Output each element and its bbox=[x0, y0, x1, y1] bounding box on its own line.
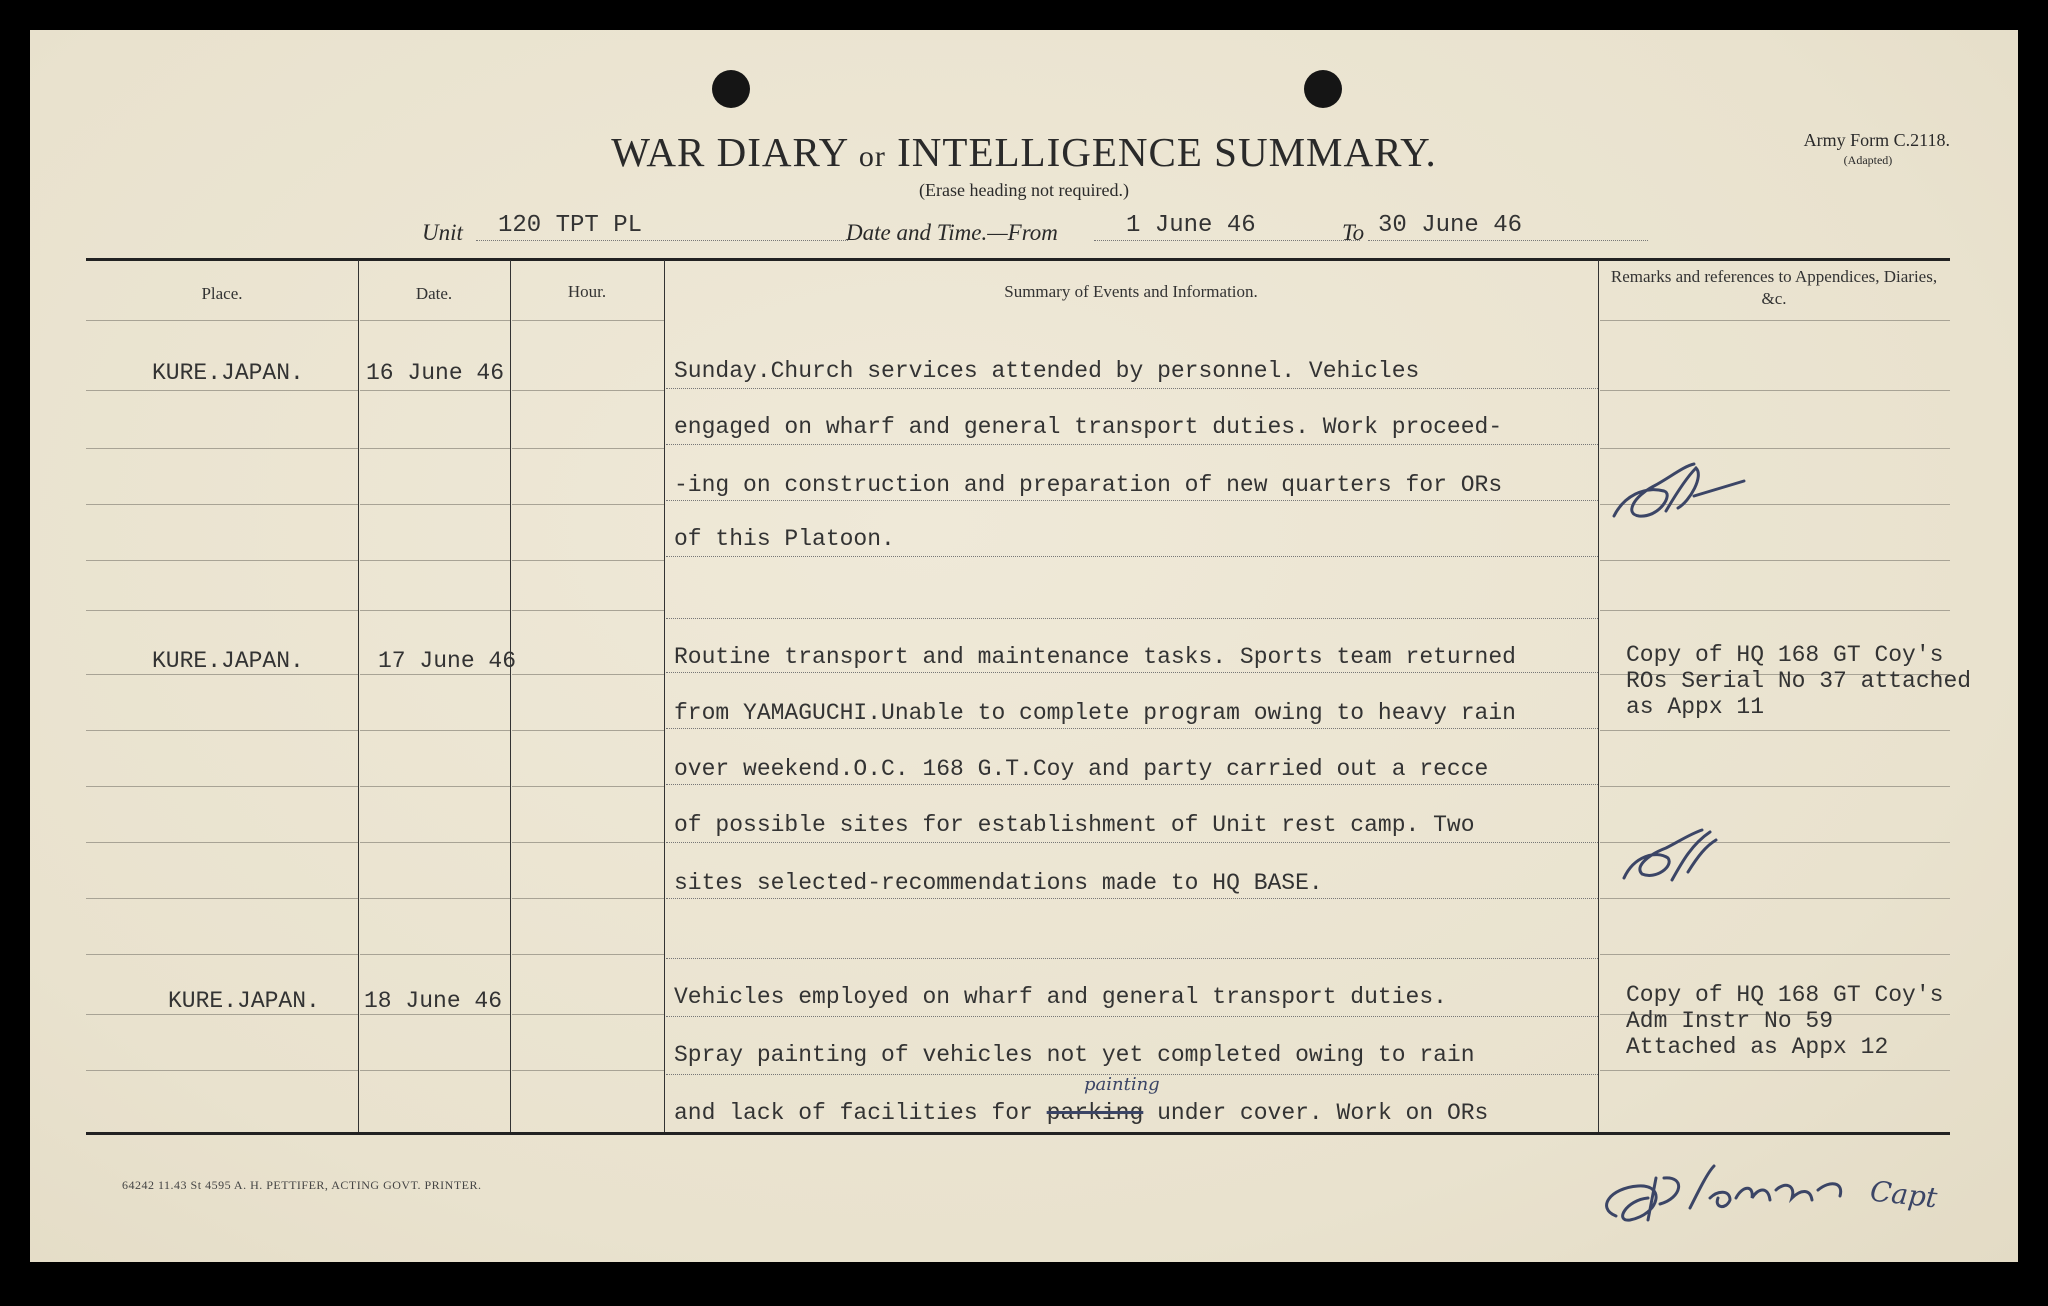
ruled-line bbox=[86, 560, 358, 561]
ruled-line bbox=[512, 1070, 664, 1071]
date-to-label: To bbox=[1342, 220, 1365, 245]
printer-imprint: 64242 11.43 St 4595 A. H. PETTIFER, ACTING GOVT. PRINTER. bbox=[122, 1178, 482, 1192]
ruled-line bbox=[360, 1014, 510, 1015]
army-form-number: Army Form C.2118. (Adapted) bbox=[1803, 130, 1950, 167]
ruled-line bbox=[360, 560, 510, 561]
summary-ruled-line bbox=[666, 388, 1598, 389]
ruled-line bbox=[512, 610, 664, 611]
ruled-line bbox=[512, 560, 664, 561]
ruled-line bbox=[512, 674, 664, 675]
entry-place: KURE.JAPAN. bbox=[168, 988, 320, 1014]
ruled-line bbox=[512, 842, 664, 843]
summary-line: of this Platoon. bbox=[674, 526, 895, 552]
ruled-line bbox=[360, 504, 510, 505]
ruled-line bbox=[86, 1070, 358, 1071]
punch-hole bbox=[712, 70, 750, 108]
ruled-line bbox=[1600, 320, 1950, 321]
column-date: Date. bbox=[415, 284, 453, 303]
summary-ruled-line bbox=[666, 842, 1598, 843]
initials-mark bbox=[1616, 820, 1726, 900]
ruled-line bbox=[86, 390, 358, 391]
handwritten-insertion: painting bbox=[1084, 1074, 1160, 1095]
entry-place: KURE.JAPAN. bbox=[152, 648, 304, 674]
date-to: 30 June 46 bbox=[1378, 212, 1523, 239]
ruled-line bbox=[360, 786, 510, 787]
signature bbox=[1586, 1138, 2006, 1248]
column-remarks: Remarks and references to Appendices, Diaries, &c. bbox=[1610, 267, 1938, 308]
ruled-line bbox=[86, 610, 358, 611]
ruled-line bbox=[1600, 954, 1950, 955]
ruled-line bbox=[512, 390, 664, 391]
ruled-line bbox=[360, 320, 510, 321]
struck-word: parking bbox=[1046, 1100, 1144, 1126]
ruled-line bbox=[360, 954, 510, 955]
ruled-line bbox=[86, 842, 358, 843]
summary-ruled-line bbox=[666, 444, 1598, 445]
entry-remarks: Copy of HQ 168 GT Coy's ROs Serial No 37 attached as Appx 11 bbox=[1626, 642, 1972, 720]
column-place: Place. bbox=[201, 284, 243, 303]
ruled-line bbox=[86, 674, 358, 675]
table-bottom-rule bbox=[86, 1132, 1950, 1135]
ruled-line bbox=[512, 730, 664, 731]
ruled-line bbox=[86, 786, 358, 787]
ruled-line bbox=[360, 390, 510, 391]
summary-ruled-line bbox=[666, 1016, 1598, 1017]
form-title: WAR DIARY or INTELLIGENCE SUMMARY. bbox=[611, 129, 1437, 175]
ruled-line bbox=[360, 674, 510, 675]
ruled-line bbox=[512, 448, 664, 449]
ruled-line bbox=[1600, 730, 1950, 731]
summary-line: -ing on construction and preparation of new quarters for ORs bbox=[674, 472, 1503, 498]
summary-line: and lack of facilities for parking under cover. Work on ORs bbox=[674, 1100, 1489, 1126]
ruled-line bbox=[360, 1070, 510, 1071]
ruled-line bbox=[512, 954, 664, 955]
form-subtitle: (Erase heading not required.) bbox=[919, 180, 1129, 200]
ruled-line bbox=[1600, 610, 1950, 611]
column-summary: Summary of Events and Information. bbox=[1004, 282, 1258, 301]
summary-line: of possible sites for establishment of Unit rest camp. Two bbox=[674, 812, 1475, 838]
summary-line: over weekend.O.C. 168 G.T.Coy and party carried out a recce bbox=[674, 756, 1489, 782]
punch-hole bbox=[1304, 70, 1342, 108]
ruled-line bbox=[86, 954, 358, 955]
ruled-line bbox=[360, 448, 510, 449]
ruled-line bbox=[1600, 1070, 1950, 1071]
summary-ruled-line bbox=[666, 898, 1598, 899]
summary-ruled-line bbox=[666, 784, 1598, 785]
ruled-line bbox=[512, 320, 664, 321]
entry-date: 16 June 46 bbox=[366, 360, 505, 386]
summary-line: Routine transport and maintenance tasks. Sports team returned bbox=[674, 644, 1516, 670]
ruled-line bbox=[1600, 390, 1950, 391]
ruled-line bbox=[1600, 560, 1950, 561]
ruled-line bbox=[86, 504, 358, 505]
date-from: 1 June 46 bbox=[1126, 212, 1256, 239]
ruled-line bbox=[86, 898, 358, 899]
ruled-line bbox=[512, 504, 664, 505]
summary-ruled-line bbox=[666, 728, 1598, 729]
entry-date: 18 June 46 bbox=[364, 988, 503, 1014]
ruled-line bbox=[86, 448, 358, 449]
summary-line: Sunday.Church services attended by personnel. Vehicles bbox=[674, 358, 1420, 384]
table-top-rule bbox=[86, 258, 1950, 261]
summary-ruled-line bbox=[666, 618, 1598, 619]
ruled-line bbox=[360, 898, 510, 899]
summary-line: engaged on wharf and general transport duties. Work proceed- bbox=[674, 414, 1503, 440]
ruled-line bbox=[1600, 786, 1950, 787]
unit-label: Unit bbox=[422, 220, 463, 245]
document-page bbox=[30, 30, 2018, 1262]
ruled-line bbox=[512, 786, 664, 787]
ruled-line bbox=[1600, 448, 1950, 449]
column-hour: Hour. bbox=[567, 282, 607, 301]
entry-date: 17 June 46 bbox=[378, 648, 517, 674]
ruled-line bbox=[360, 842, 510, 843]
ruled-line bbox=[512, 898, 664, 899]
summary-ruled-line bbox=[666, 556, 1598, 557]
summary-line: Vehicles employed on wharf and general transport duties. bbox=[674, 984, 1447, 1010]
summary-ruled-line bbox=[666, 500, 1598, 501]
summary-ruled-line bbox=[666, 958, 1598, 959]
unit-value: 120 TPT PL bbox=[498, 212, 643, 239]
ruled-line bbox=[86, 730, 358, 731]
summary-line: sites selected-recommendations made to HQ BASE. bbox=[674, 870, 1323, 896]
entry-place: KURE.JAPAN. bbox=[152, 360, 304, 386]
summary-line: from YAMAGUCHI.Unable to complete program owing to heavy rain bbox=[674, 700, 1516, 726]
ruled-line bbox=[86, 320, 358, 321]
entry-remarks: Copy of HQ 168 GT Coy's Adm Instr No 59 Attached as Appx 12 bbox=[1626, 982, 1944, 1060]
ruled-line bbox=[360, 730, 510, 731]
initials-mark bbox=[1604, 456, 1754, 536]
ruled-line bbox=[360, 610, 510, 611]
summary-ruled-line bbox=[666, 672, 1598, 673]
signature-rank: Capt bbox=[1868, 1174, 1939, 1215]
summary-line: Spray painting of vehicles not yet completed owing to rain bbox=[674, 1042, 1475, 1068]
ruled-line bbox=[512, 1014, 664, 1015]
ruled-line bbox=[86, 1014, 358, 1015]
date-label: Date and Time.—From bbox=[846, 220, 1058, 245]
